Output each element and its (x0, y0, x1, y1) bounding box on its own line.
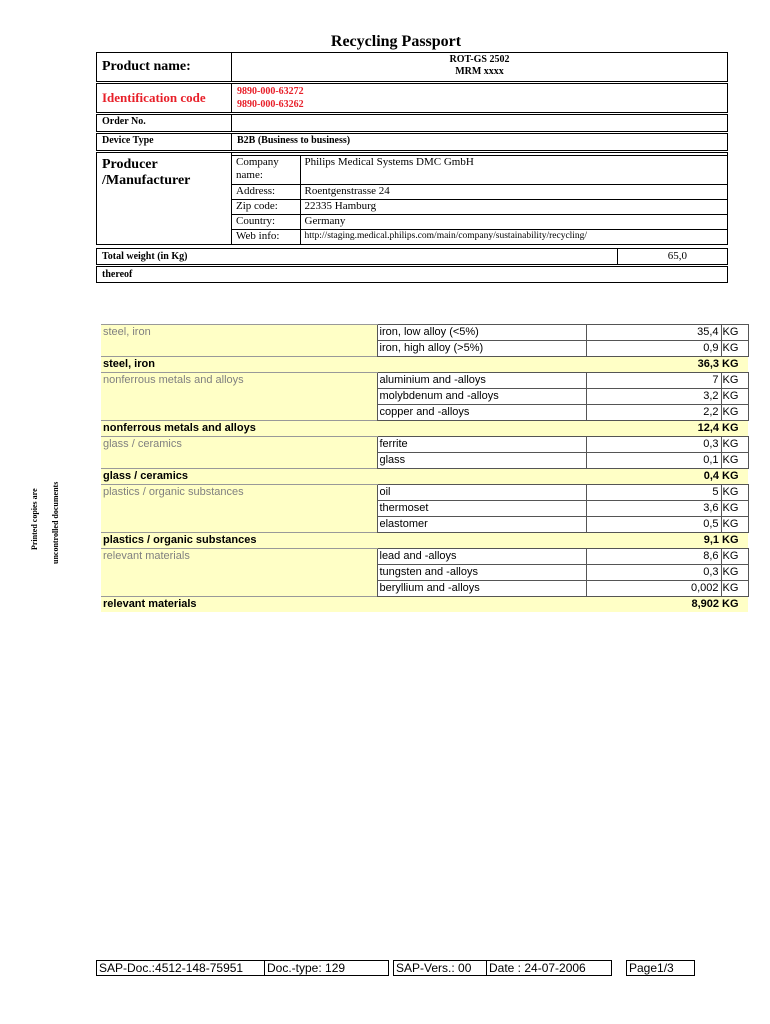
device-type-label: Device Type (97, 133, 232, 152)
country-row (232, 215, 727, 230)
material-value: 35,4 (586, 325, 721, 341)
material-category: nonferrous metals and alloys (101, 373, 377, 421)
address-label: Address: (232, 185, 300, 200)
producer-details (232, 152, 728, 245)
zip-label: Zip code: (232, 200, 300, 215)
order-value (232, 114, 728, 133)
order-label: Order No. (97, 114, 232, 133)
web-row (232, 230, 727, 245)
material-name: aluminium and -alloys (377, 373, 586, 389)
company-label-line2: name: (236, 169, 263, 181)
product-name-line2: MRM xxxx (455, 66, 504, 77)
company-row (232, 156, 727, 185)
material-value: 8,6 (586, 549, 721, 565)
material-unit: KG (721, 485, 748, 501)
web-label: Web info: (232, 230, 300, 245)
material-unit: KG (721, 549, 748, 565)
material-total-label: nonferrous metals and alloys (101, 421, 586, 437)
material-value: 3,6 (586, 501, 721, 517)
web-value: http://staging.medical.philips.com/main/company/sustainability/recycling/ (300, 230, 727, 245)
footer-sap-vers: SAP-Vers.: 00 (393, 960, 487, 976)
material-unit: KG (721, 405, 748, 421)
material-item-row (101, 485, 748, 501)
material-name: ferrite (377, 437, 586, 453)
producer-row (97, 152, 728, 245)
device-type-value: B2B (Business to business) (232, 133, 728, 152)
material-total-unit: KG (721, 469, 748, 485)
footer-date: Date : 24-07-2006 (486, 960, 612, 976)
thereof-row (97, 266, 728, 283)
material-total-value: 0,4 (586, 469, 721, 485)
material-unit: KG (721, 517, 748, 533)
material-total-label: glass / ceramics (101, 469, 586, 485)
side-note (28, 440, 64, 570)
material-name: copper and -alloys (377, 405, 586, 421)
material-unit: KG (721, 453, 748, 469)
zip-row (232, 200, 727, 215)
material-unit: KG (721, 581, 748, 597)
zip-value: 22335 Hamburg (300, 200, 727, 215)
product-info-table (96, 52, 728, 245)
identification-value (232, 83, 728, 114)
material-value: 7 (586, 373, 721, 389)
material-name: elastomer (377, 517, 586, 533)
material-unit: KG (721, 389, 748, 405)
identification-code-1: 9890-000-63272 (237, 86, 304, 97)
material-value: 5 (586, 485, 721, 501)
material-value: 0,9 (586, 341, 721, 357)
material-value: 0,1 (586, 453, 721, 469)
material-unit: KG (721, 341, 748, 357)
identification-label: Identification code (97, 83, 232, 114)
material-total-unit: KG (721, 533, 748, 549)
material-total-value: 12,4 (586, 421, 721, 437)
material-name: lead and -alloys (377, 549, 586, 565)
material-total-label: plastics / organic substances (101, 533, 586, 549)
address-row (232, 185, 727, 200)
product-name-row (97, 53, 728, 83)
material-value: 0,5 (586, 517, 721, 533)
material-total-row (101, 597, 748, 613)
material-item-row (101, 325, 748, 341)
materials-table (101, 324, 749, 612)
material-total-value: 9,1 (586, 533, 721, 549)
producer-label-line1: Producer (102, 157, 158, 172)
material-total-value: 8,902 (586, 597, 721, 613)
material-item-row (101, 437, 748, 453)
material-name: thermoset (377, 501, 586, 517)
material-item-row (101, 373, 748, 389)
material-name: oil (377, 485, 586, 501)
material-total-unit: KG (721, 357, 748, 373)
material-unit: KG (721, 325, 748, 341)
identification-row (97, 83, 728, 114)
material-total-row (101, 421, 748, 437)
material-total-unit: KG (721, 597, 748, 613)
material-name: iron, low alloy (<5%) (377, 325, 586, 341)
company-label-line1: Company (236, 156, 279, 168)
material-name: beryllium and -alloys (377, 581, 586, 597)
material-name: glass (377, 453, 586, 469)
weight-table (96, 248, 728, 283)
material-total-label: steel, iron (101, 357, 586, 373)
material-total-label: relevant materials (101, 597, 586, 613)
material-item-row (101, 549, 748, 565)
total-weight-value: 65,0 (618, 249, 728, 266)
footer-sap-doc: SAP-Doc.:4512-148-75951 (96, 960, 265, 976)
producer-label-line2: /Manufacturer (102, 173, 191, 188)
material-name: molybdenum and -alloys (377, 389, 586, 405)
material-category: glass / ceramics (101, 437, 377, 469)
material-value: 0,002 (586, 581, 721, 597)
material-category: steel, iron (101, 325, 377, 357)
material-unit: KG (721, 501, 748, 517)
material-value: 3,2 (586, 389, 721, 405)
side-note-line2: uncontrolled documents (51, 481, 60, 564)
material-total-row (101, 469, 748, 485)
footer-doc-type: Doc.-type: 129 (264, 960, 389, 976)
material-unit: KG (721, 437, 748, 453)
material-value: 0,3 (586, 565, 721, 581)
producer-label (97, 152, 232, 245)
material-category: plastics / organic substances (101, 485, 377, 533)
side-note-line1: Printed copies are (30, 488, 39, 550)
material-total-row (101, 533, 748, 549)
footer-page: Page1/3 (626, 960, 695, 976)
material-name: iron, high alloy (>5%) (377, 341, 586, 357)
document-title: Recycling Passport (330, 33, 462, 50)
material-total-row (101, 357, 748, 373)
company-label (232, 156, 300, 185)
country-value: Germany (300, 215, 727, 230)
order-row (97, 114, 728, 133)
producer-details-table (232, 155, 727, 244)
address-value: Roentgenstrasse 24 (300, 185, 727, 200)
identification-code-2: 9890-000-63262 (237, 99, 304, 110)
material-unit: KG (721, 565, 748, 581)
thereof-label: thereof (97, 266, 728, 283)
material-value: 0,3 (586, 437, 721, 453)
total-weight-label: Total weight (in Kg) (97, 249, 618, 266)
company-value: Philips Medical Systems DMC GmbH (300, 156, 727, 185)
device-type-row (97, 133, 728, 152)
product-name-value (232, 53, 728, 83)
material-name: tungsten and -alloys (377, 565, 586, 581)
country-label: Country: (232, 215, 300, 230)
material-unit: KG (721, 373, 748, 389)
material-value: 2,2 (586, 405, 721, 421)
product-name-line1: ROT-GS 2502 (449, 54, 510, 65)
material-total-unit: KG (721, 421, 748, 437)
material-total-value: 36,3 (586, 357, 721, 373)
product-name-label: Product name: (97, 53, 232, 83)
material-category: relevant materials (101, 549, 377, 597)
total-weight-row (97, 249, 728, 266)
